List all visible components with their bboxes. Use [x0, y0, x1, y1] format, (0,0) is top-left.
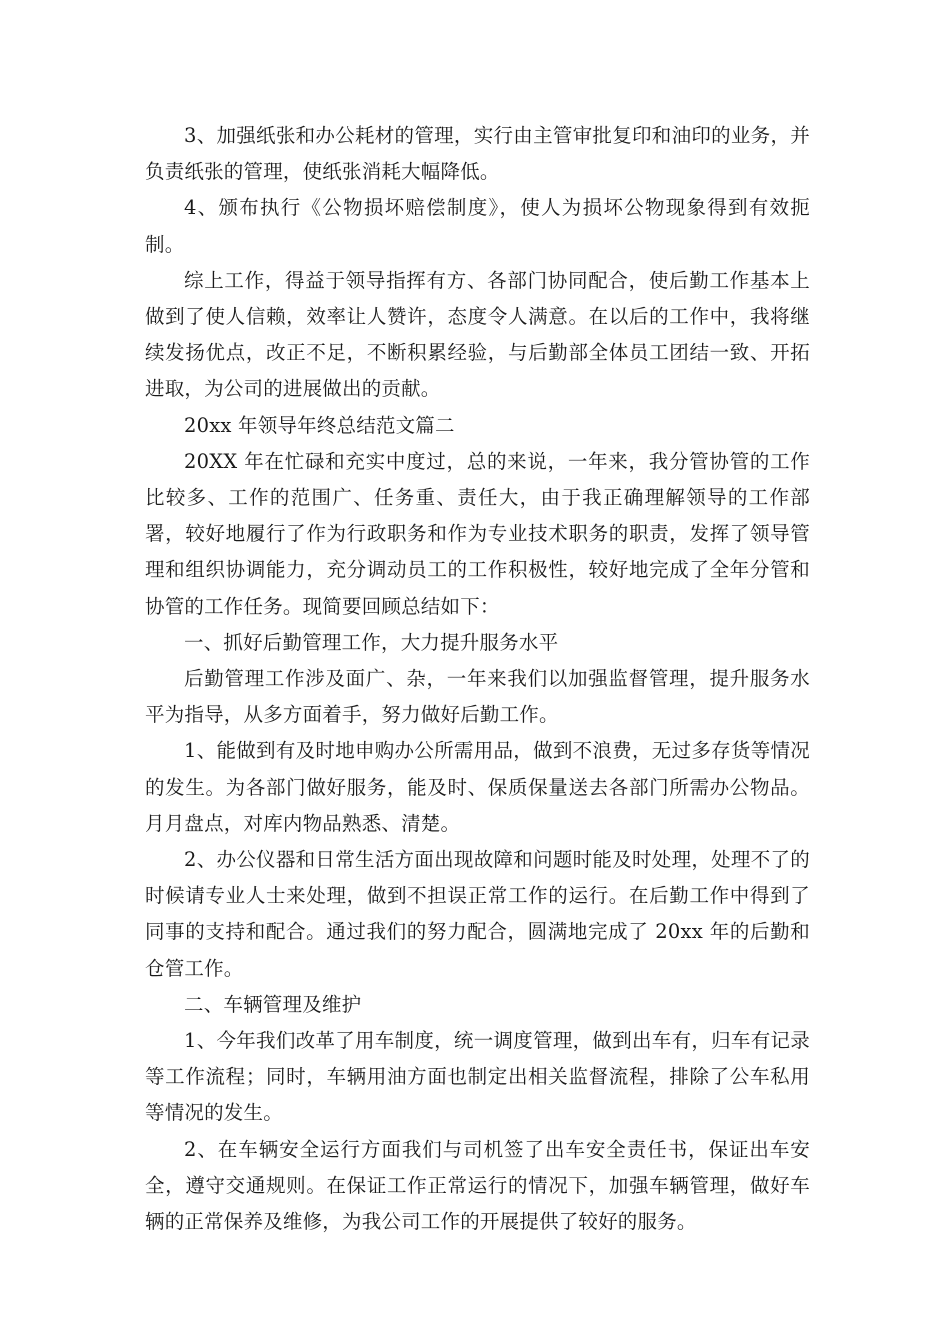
- section-heading-part-two: 20xx 年领导年终总结范文篇二: [184, 413, 455, 437]
- paragraph-vehicles-item-1: 1、今年我们改革了用车制度，统一调度管理，做到出车有，归车有记录等工作流程；同时，车辆用油方面也制定出相关监督流程，排除了公车私用等情况的发生。: [145, 1029, 810, 1125]
- paragraph-logistics-overview: 后勤管理工作涉及面广、杂，一年来我们以加强监督管理，提升服务水平为指导，从多方面着手，努力做好后勤工作。: [145, 667, 810, 727]
- section-heading-vehicles: 二、车辆管理及维护: [184, 992, 362, 1016]
- document-body: [145, 118, 810, 1240]
- paragraph-logistics-item-2: 2、办公仪器和日常生活方面出现故障和问题时能及时处理，处理不了的时候请专业人士来处理，做到不担误正常工作的运行。在后勤工作中得到了同事的支持和配合。通过我们的努力配合，圆满地完成了 20xx 年的后勤和仓管工作。: [145, 848, 810, 980]
- paragraph-item-3-paper-management: 3、加强纸张和办公耗材的管理，实行由主管审批复印和油印的业务，并负责纸张的管理，使纸张消耗大幅降低。: [145, 124, 810, 184]
- paragraph-logistics-item-1: 1、能做到有及时地申购办公所需用品，做到不浪费，无过多存货等情况的发生。为各部门做好服务，能及时、保质保量送去各部门所需办公物品。月月盘点，对库内物品熟悉、清楚。: [145, 739, 810, 835]
- section-heading-logistics: 一、抓好后勤管理工作，大力提升服务水平: [184, 630, 559, 654]
- paragraph-intro: 20XX 年在忙碌和充实中度过，总的来说，一年来，我分管协管的工作比较多、工作的范围广、任务重、责任大，由于我正确理解领导的工作部署，较好地履行了作为行政职务和作为专业技术职务的职责，发挥了领导管理和组织协调能力，充分调动员工的工作积极性，较好地完成了全年分管和协管的工作任务。现简要回顾总结如下：: [145, 449, 810, 618]
- paragraph-item-4-compensation-policy: 4、颁布执行《公物损坏赔偿制度》，使人为损坏公物现象得到有效扼制。: [145, 196, 810, 256]
- paragraph-vehicles-item-2: 2、在车辆安全运行方面我们与司机签了出车安全责任书，保证出车安全，遵守交通规则。在保证工作正常运行的情况下，加强车辆管理，做好车辆的正常保养及维修，为我公司工作的开展提供了较好的服务。: [145, 1137, 810, 1234]
- paragraph-summary: 综上工作，得益于领导指挥有方、各部门协同配合，使后勤工作基本上做到了使人信赖，效率让人赞许，态度令人满意。在以后的工作中，我将继续发扬优点，改正不足，不断积累经验，与后勤部全体员工团结一致、开拓进取，为公司的进展做出的贡献。: [145, 268, 810, 401]
